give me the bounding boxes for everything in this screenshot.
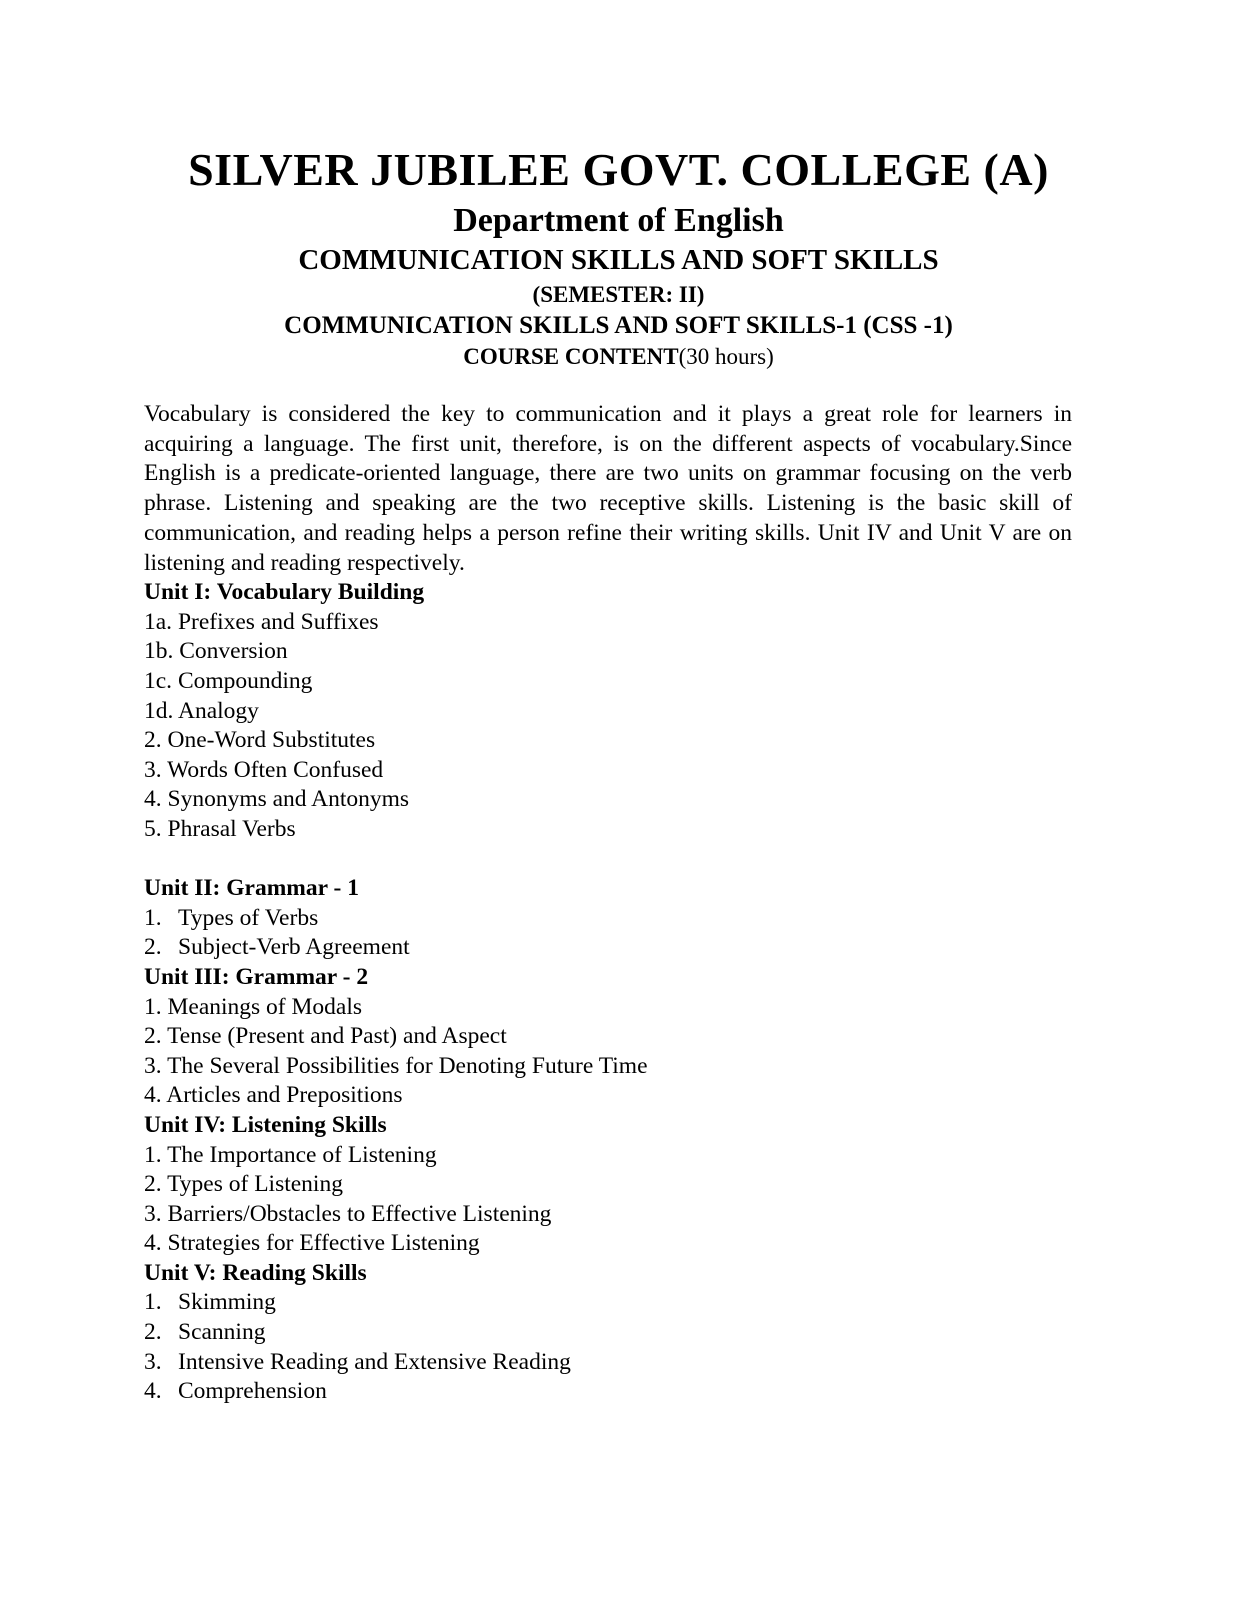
item-text: Strategies for Effective Listening (167, 1230, 480, 1257)
item-number: 3. (144, 1348, 162, 1375)
list-item (144, 1170, 1072, 1200)
item-text: The Importance of Listening (167, 1141, 437, 1168)
item-number: 1. (144, 1289, 162, 1316)
item-number: 3. (144, 756, 162, 783)
item-text: Intensive Reading and Extensive Reading (178, 1348, 571, 1375)
list-item (144, 1022, 1072, 1052)
list-item (144, 637, 1072, 667)
list-item (144, 1200, 1072, 1230)
unit-title: Unit IV: Listening Skills (144, 1111, 387, 1138)
item-number: 4. (144, 1230, 162, 1257)
item-text: Types of Verbs (178, 904, 319, 931)
college-title: SILVER JUBILEE GOVT. COLLEGE (A) (188, 144, 1049, 195)
section-spacer (144, 845, 1072, 875)
unit-section (144, 963, 1072, 1111)
unit-section (144, 874, 1072, 963)
item-number: 1d. (144, 697, 174, 724)
item-text: One-Word Substitutes (167, 727, 376, 754)
list-item (144, 1318, 1072, 1348)
item-number: 5. (144, 815, 162, 842)
list-item (144, 1081, 1072, 1111)
list-item (144, 1377, 1072, 1407)
item-number: 1c. (144, 668, 173, 694)
item-number: 2. (144, 727, 162, 754)
course-content-hours: (30 hours) (678, 344, 774, 369)
document-header (0, 140, 1237, 372)
item-text: Skimming (178, 1289, 276, 1316)
item-text: Conversion (179, 638, 288, 665)
item-text: Scanning (178, 1319, 266, 1346)
unit-title: Unit II: Grammar - 1 (144, 875, 359, 902)
item-number: 1. (144, 993, 162, 1020)
item-text: Prefixes and Suffixes (177, 608, 379, 635)
document-body (144, 400, 1072, 1407)
list-item (144, 1052, 1072, 1082)
item-text: Words Often Confused (167, 756, 384, 783)
item-text: Tense (Present and Past) and Aspect (167, 1023, 507, 1050)
unit-title: Unit V: Reading Skills (144, 1259, 367, 1286)
item-number: 1. (144, 904, 162, 931)
item-text: Phrasal Verbs (167, 815, 296, 842)
list-item (144, 697, 1072, 727)
list-item (144, 756, 1072, 786)
item-number: 3. (144, 1200, 162, 1227)
item-number: 1b. (144, 638, 174, 665)
department-title: Department of English (453, 202, 784, 239)
list-item (144, 785, 1072, 815)
list-item (144, 608, 1072, 638)
item-text: The Several Possibilities for Denoting Future Time (167, 1052, 648, 1079)
list-item (144, 993, 1072, 1023)
item-text: Compounding (177, 668, 313, 694)
item-text: Synonyms and Antonyms (167, 786, 410, 813)
list-item (144, 1141, 1072, 1171)
list-item (144, 1288, 1072, 1318)
list-item (144, 815, 1072, 845)
intro-paragraph: Vocabulary is considered the key to communication and it plays a great role for learners in acquiring a language. The first unit, therefore, is on the different aspects of vocabulary.Since English is a predicate-oriented language, there are two units on grammar focusing on the verb phrase. Listening and speaking are the two receptive skills. Listening is the basic skill of communication, and reading helps a person refine their writing skills. Unit IV and Unit V are on listening and reading respectively. (144, 401, 1072, 576)
item-number: 2. (144, 1023, 162, 1050)
list-item (144, 726, 1072, 756)
item-number: 1a. (144, 608, 173, 635)
item-text: Barriers/Obstacles to Effective Listening (167, 1200, 552, 1227)
unit-section (144, 1259, 1072, 1407)
list-item (144, 1229, 1072, 1259)
unit-section (144, 1111, 1072, 1259)
course-content-label: COURSE CONTENT (463, 344, 679, 369)
item-text: Comprehension (178, 1378, 327, 1405)
unit-title: Unit III: Grammar - 2 (144, 963, 369, 990)
item-text: Subject-Verb Agreement (178, 934, 410, 961)
item-number: 4. (144, 1378, 162, 1405)
item-number: 4. (144, 786, 162, 813)
item-number: 4. (144, 1082, 162, 1109)
item-number: 2. (144, 934, 162, 961)
list-item (144, 1348, 1072, 1378)
unit-title: Unit I: Vocabulary Building (144, 579, 425, 606)
item-number: 1. (144, 1141, 162, 1168)
item-text: Analogy (177, 697, 259, 724)
item-text: Articles and Prepositions (166, 1082, 403, 1109)
list-item (144, 933, 1072, 963)
list-item (144, 904, 1072, 934)
course-content-heading (0, 342, 1237, 372)
list-item (144, 667, 1072, 697)
paper-title: COMMUNICATION SKILLS AND SOFT SKILLS-1 (CSS -1) (284, 312, 953, 339)
item-number: 3. (144, 1052, 162, 1079)
item-text: Types of Listening (167, 1171, 343, 1198)
semester-label: (SEMESTER: II) (532, 282, 705, 307)
unit-section (144, 578, 1072, 844)
course-title: COMMUNICATION SKILLS AND SOFT SKILLS (298, 244, 939, 276)
item-text: Meanings of Modals (167, 993, 363, 1020)
item-number: 2. (144, 1319, 162, 1346)
item-number: 2. (144, 1171, 162, 1198)
